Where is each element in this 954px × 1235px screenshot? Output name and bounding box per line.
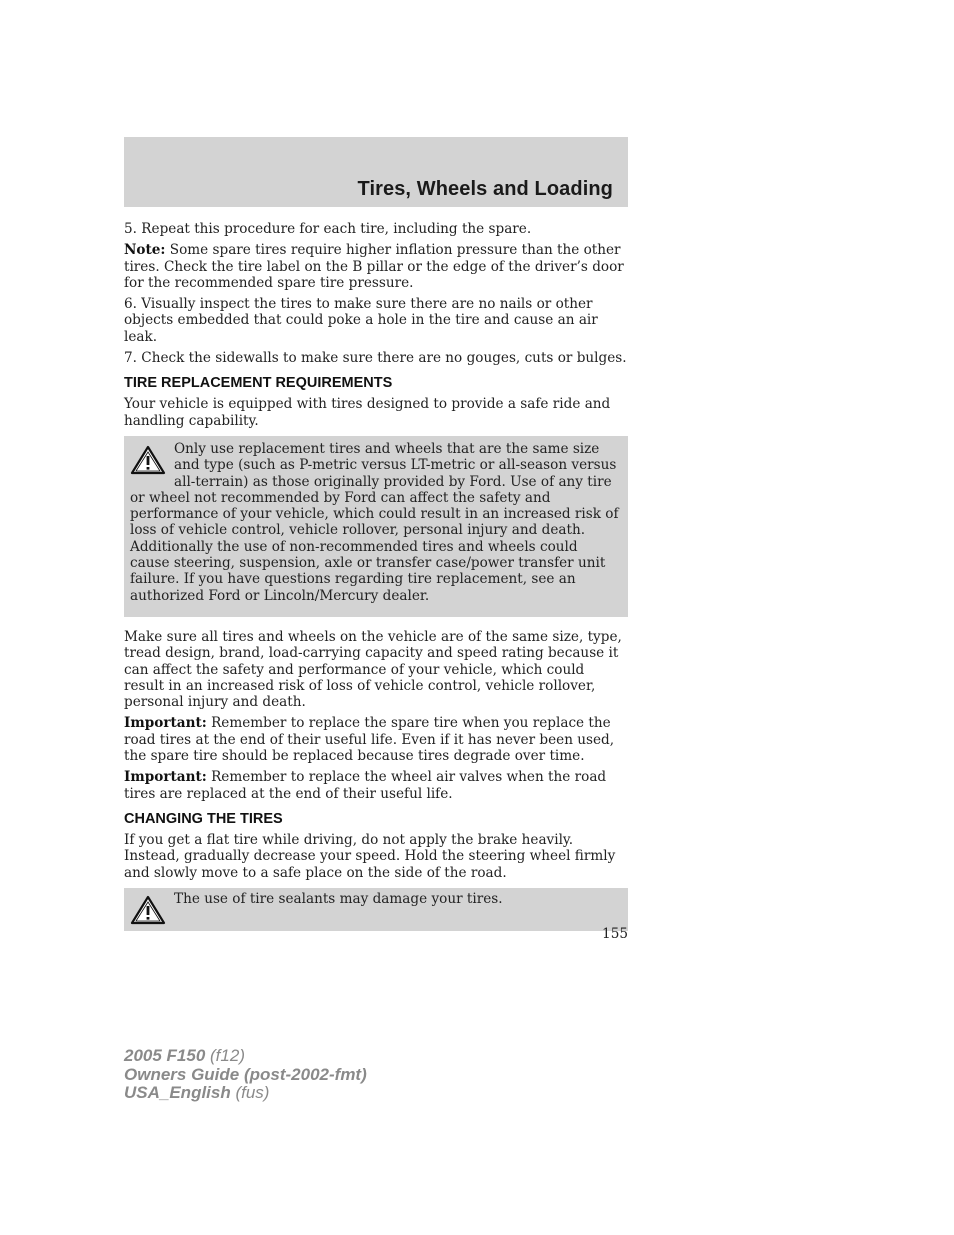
document-footer [124,1047,367,1103]
warning-text-sealants: The use of tire sealants may damage your tires. [174,890,503,907]
section-heading-tire-replacement: TIRE REPLACEMENT REQUIREMENTS [124,375,393,392]
important-label: Important: [124,715,207,732]
step-5: 5. Repeat this procedure for each tire, including the spare. [124,221,532,237]
footer-language-code: (fus) [230,1083,270,1102]
chapter-title: Tires, Wheels and Loading [357,178,613,200]
changing-intro: If you get a flat tire while driving, do not apply the brake heavily. Instead, gradually decrease your speed. Hold the steering wheel firmly and slowly move to a safe place on the side of the road. [124,831,616,881]
replacement-intro: Your vehicle is equipped with tires designed to provide a safe ride and handling capability. [124,396,611,429]
step-6: 6. Visually inspect the tires to make sure there are no nails or other objects embedded that could poke a hole in the tire and cause an air leak. [124,296,598,345]
important-spare-text: Remember to replace the spare tire when you replace the road tires at the end of their useful life. Even if it has never been used, the spare tire should be replaced because tires degrade over time. [124,715,615,765]
warning-box-replacement [124,436,628,617]
warning-text-replacement: Only use replacement tires and wheels that are the same size and type (such as P-metric versus LT-metric or all-season versus all-terrain) as those originally provided by Ford. Use of any tire or wheel not recommended by Ford can affect the safety and performance of your vehicle, which could result in an increased risk of loss of vehicle control, vehicle rollover, personal injury and death. Additionally the use of non-recommended tires and wheels could cause steering, suspension, axle or transfer case/power transfer unit failure. If you have questions regarding tire replacement, see an authorized Ford or Lincoln/Mercury dealer. [130,440,619,604]
warning-triangle-icon [130,895,166,925]
footer-language: USA_English [124,1083,231,1102]
important-valves-text: Remember to replace the wheel air valves when the road tires are replaced at the end of their useful life. [124,769,607,802]
chapter-header [124,137,628,207]
same-size-paragraph: Make sure all tires and wheels on the vehicle are of the same size, type, tread design, brand, load-carrying capacity and speed rating because it can affect the safety and performance of your vehicle, which could result in an increased risk of loss of vehicle control, vehicle rollover, personal injury and death. [124,628,622,711]
footer-model-code: (f12) [205,1046,245,1065]
note-text: Some spare tires require higher inflation pressure than the other tires. Check the tire label on the B pillar or the edge of the driver’s door for the recommended spare tire pressure. [124,242,624,291]
footer-model-line [124,1047,367,1066]
footer-model: 2005 F150 [124,1046,206,1065]
note-label: Note: [124,242,166,259]
important-valves-paragraph [124,769,628,802]
note-paragraph [124,242,628,291]
page-number: 155 [602,926,628,942]
step-7: 7. Check the sidewalls to make sure there are no gouges, cuts or bulges. [124,350,627,367]
footer-guide-line [124,1066,367,1085]
important-spare-paragraph [124,715,628,764]
section-heading-changing-tires: CHANGING THE TIRES [124,810,283,827]
footer-language-line [124,1084,367,1103]
warning-box-sealants [124,888,628,931]
footer-guide: Owners Guide (post-2002-fmt) [124,1064,367,1084]
page-content [124,221,628,943]
important-label: Important: [124,769,207,786]
warning-triangle-icon [130,445,166,475]
